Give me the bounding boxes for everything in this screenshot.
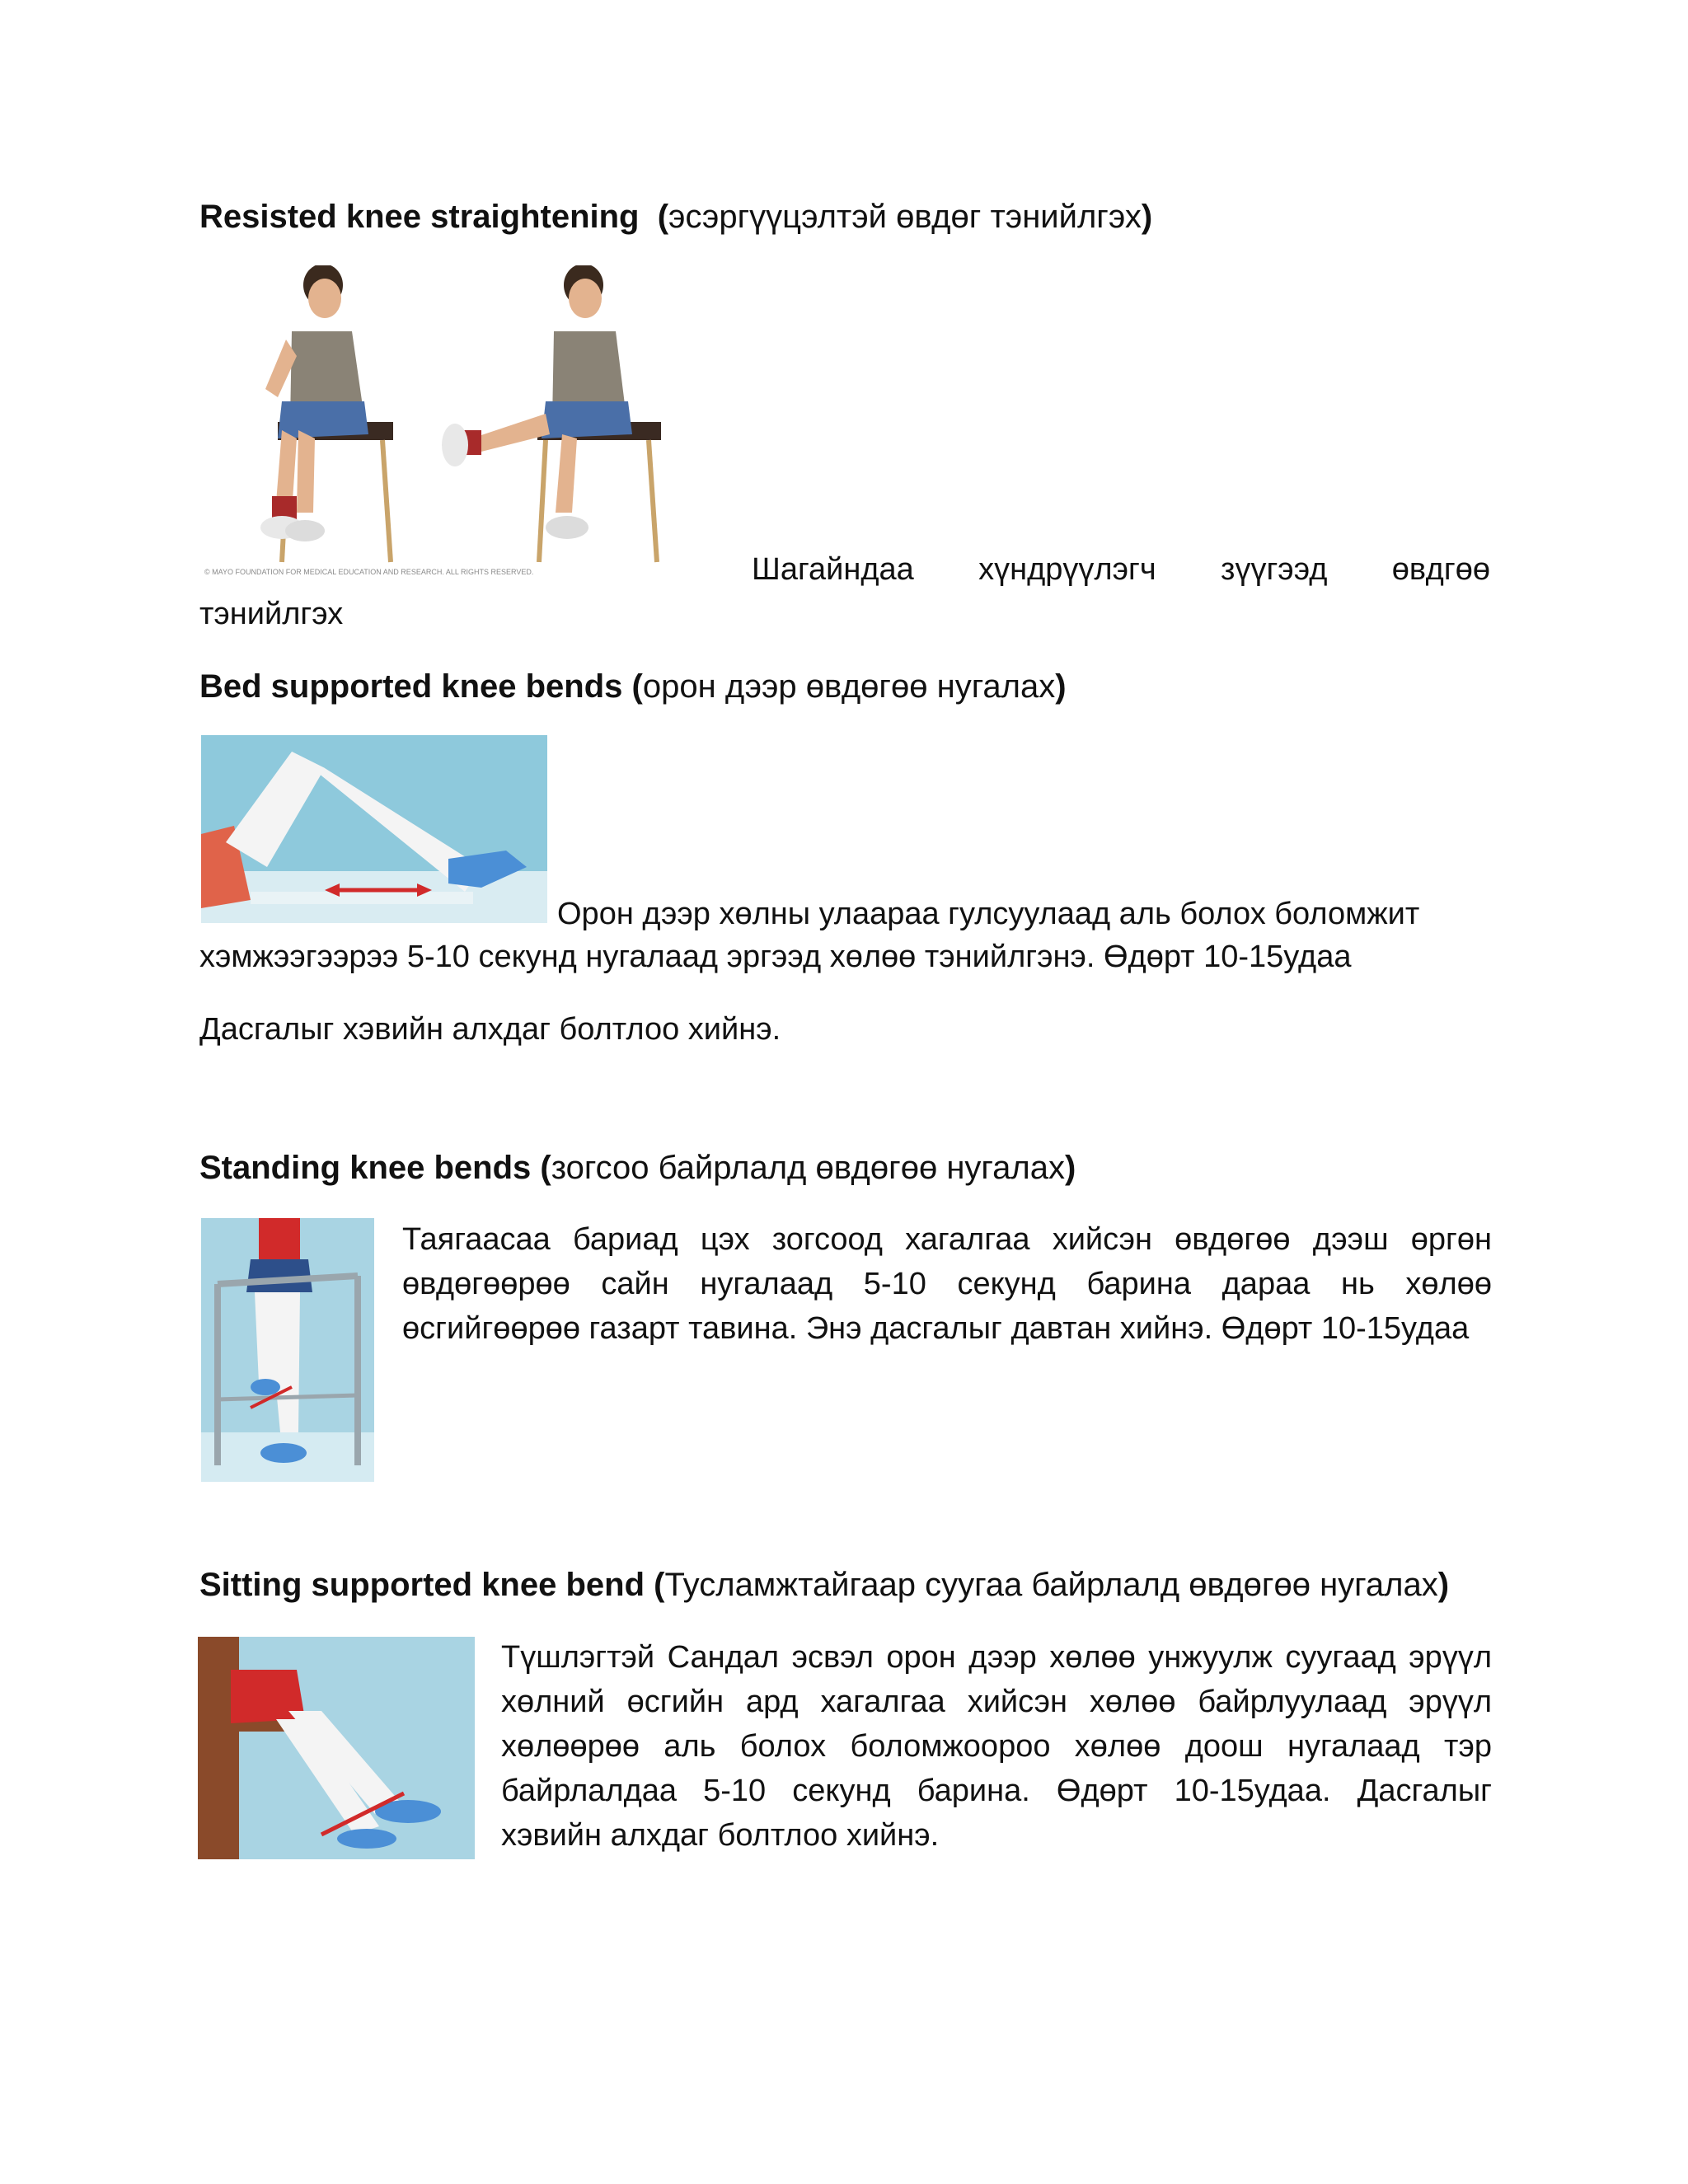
heading-mongolian: зогсоо байрлалд өвдөгөө нугалах [551, 1150, 1065, 1186]
bed-supported-text-line2: хэмжээгээрээ 5-10 секунд нугалаад эргээд хөлөө тэнийлгэнэ. Өдөрт 10-15удаа [199, 940, 1352, 974]
section-heading-resisted-knee: Resisted knee straightening (эсэргүүцэлтэй өвдөг тэнийлгэх) [199, 199, 1153, 235]
section-heading-bed-supported: Bed supported knee bends (орон дээр өвдөгөө нугалах) [199, 668, 1067, 705]
sitting-supported-text: Түшлэгтэй Сандал эсвэл орон дээр хөлөө унжуулж суугаад эрүүл хөлний өсгийн ард хагалгаа хийсэн хөлөө байрлуулаад эрүүл хөлөөрөө аль болох боломжоороо хөлөө доош нугалаад тэр байрлалдаа 5-10 секунд барина. Өдөрт 10-15удаа. Дасгалыг хэвийн алхдаг болтлоо хийнэ. [501, 1640, 1492, 1853]
standing-knee-illustration [201, 1218, 374, 1482]
heading-mongolian: орон дээр өвдөгөө нугалах [642, 668, 1056, 705]
standing-knee-text: Таягаасаа бариад цэх зогсоод хагалгаа хийсэн өвдөгөө дээш өргөн өвдөгөөрөө сайн нугалаад 5-10 секунд барина дараа нь хөлөө өсгийгөөрөө газарт тавина. Энэ дасгалыг давтан хийнэ. Өдөрт 10-15удаа [402, 1222, 1492, 1346]
sitting-supported-illustration [198, 1637, 475, 1859]
bed-supported-text-line3: Дасгалыг хэвийн алхдаг болтлоо хийнэ. [199, 1012, 781, 1047]
resisted-knee-illustration [199, 265, 701, 580]
heading-mongolian: эсэргүүцэлтэй өвдөг тэнийлгэх [668, 199, 1142, 235]
bed-supported-text-line1: Орон дээр хөлны улаараа гулсуулаад аль болох боломжит [557, 897, 1420, 931]
resisted-knee-text-line2: тэнийлгэх [199, 597, 344, 631]
section-heading-sitting-supported: Sitting supported knee bend (Тусламжтайгаар суугаа байрлалд өвдөгөө нугалах) [199, 1567, 1450, 1603]
heading-english: Resisted knee straightening [199, 199, 640, 235]
heading-mongolian: Тусламжтайгаар суугаа байрлалд өвдөгөө нугалах [664, 1567, 1438, 1603]
heading-english: Standing knee bends [199, 1150, 532, 1186]
resisted-knee-text-line1: Шагайндаа хүндрүүлэгч зүүгээд өвдгөө [752, 552, 1490, 587]
bed-supported-illustration [201, 735, 547, 923]
section-heading-standing: Standing knee bends (зогсоо байрлалд өвдөгөө нугалах) [199, 1150, 1076, 1186]
heading-english: Sitting supported knee bend [199, 1567, 645, 1603]
figure-copyright-caption: © MAYO FOUNDATION FOR MEDICAL EDUCATION AND RESEARCH. ALL RIGHTS RESERVED. [204, 568, 534, 576]
heading-english: Bed supported knee bends [199, 668, 623, 705]
